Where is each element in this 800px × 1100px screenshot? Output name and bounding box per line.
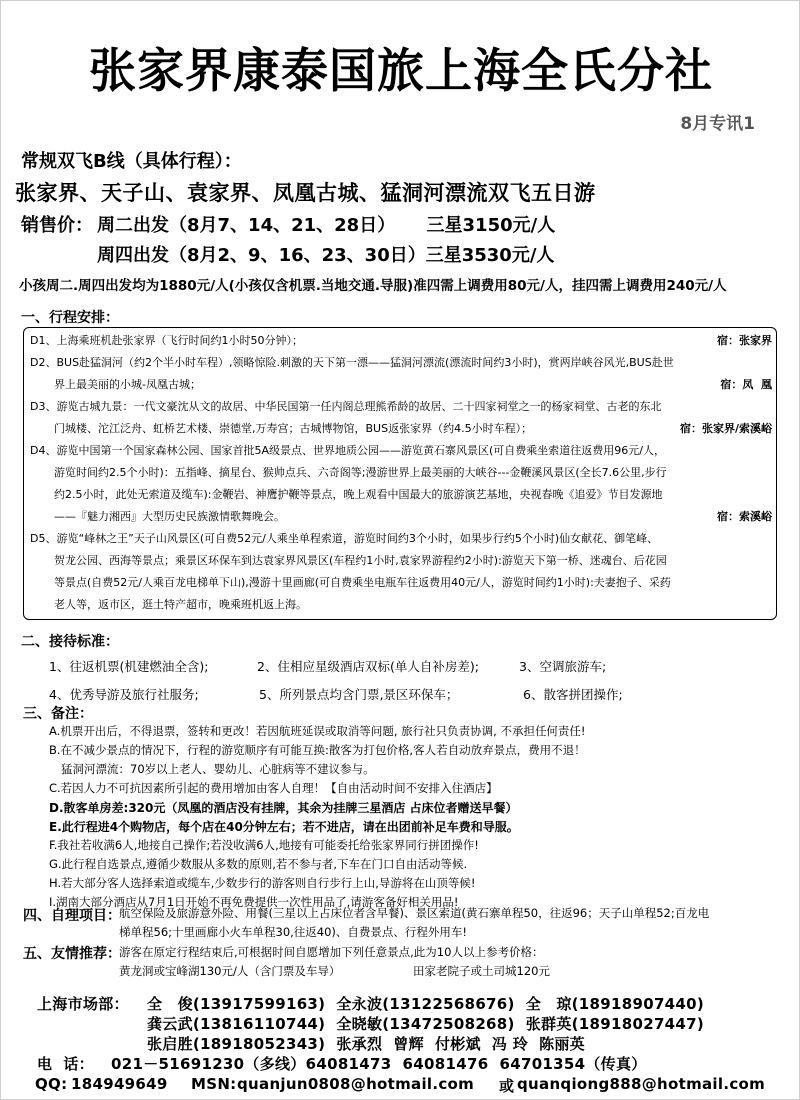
itinerary-line: D3、游览古城九景：一代文豪沈从文的故居、中华民国第一任内阁总理熊希龄的故居、二十四家祠堂之一的杨家祠堂、古老的东北 <box>30 400 662 413</box>
self-pay-line: 梯单程56;十里画廊小火车单程30,往返40)、自费景点、行程外用车! <box>119 925 468 939</box>
lodging-d4: 宿：索溪峪 <box>717 510 772 523</box>
note-line: B.在不减少景点的情况下，行程的游览顺序有可能互换:散客为打包价格,客人若自动放弃景点，费用不退！ <box>49 743 586 757</box>
qq-label: QQ: <box>35 1075 68 1093</box>
reception-item: 1、往返机票(机建燃油全含); <box>49 659 209 674</box>
note-line: D.散客单房差:320元（凤凰的酒店没有挂牌，其余为挂牌三星酒店 占床位者赠送早餐） <box>49 801 518 815</box>
itinerary-line: 贺龙公园、西海等景点；乘景区环保车到达袁家界风景区(车程约1小时,袁家界游程约2小时):游览天下第一桥、迷魂台、后花园 <box>54 554 667 567</box>
note-line: H.若大部分客人选择索道或缆车,少数步行的游客则自行步行上山,导游将在山顶等候! <box>49 876 476 890</box>
lodging-d2: 宿：凤 凰 <box>720 378 772 391</box>
child-price-note: 小孩周二.周四出发均为1880元/人(小孩仅含机票.当地交通.导服)准四需上调费用80元/人，挂四需上调费用240元/人 <box>19 278 727 294</box>
lodging-d3: 宿：张家界/索溪峪 <box>679 422 772 435</box>
recommend-line: 游客在原定行程结束后,可根据时间自愿增加下列任意景点,此为10人以上参考价格： <box>119 945 544 959</box>
reception-item: 4、优秀导游及旅行社服务; <box>49 687 199 702</box>
itinerary-line: 门城楼、沱江泛舟、虹桥艺术楼、崇德堂,万寿宫；古城博物馆，BUS返张家界（约4.5小时车程）； <box>54 422 533 435</box>
page-title: 张家界康泰国旅上海全氏分社 <box>89 44 713 99</box>
issue-label: 8月专讯1 <box>680 114 755 134</box>
itinerary-line: D2、BUS赴猛洞河（约2个半小时车程）,领略惊险.刺激的天下第一漂——猛洞河漂流(漂流时间约3小时)，赏两岸峡谷风光,BUS赴世 <box>30 356 674 369</box>
itinerary-line: D1、上海乘班机赴张家界（飞行时间约1小时50分钟）； <box>30 334 303 347</box>
alt-email[interactable]: quanqiong888@hotmail.com <box>517 1075 766 1093</box>
or-label: 或 <box>499 1077 515 1095</box>
recommend-item: 田家老院子或土司城120元 <box>413 964 550 978</box>
price-thursday: 周四出发（8月2、9、16、23、30日）三星3530元/人 <box>97 245 555 266</box>
recommend-item: 黄龙洞或宝峰湖130元/人（含门票及车导） <box>119 964 341 978</box>
note-line: G.此行程自选景点,遵循少数服从多数的原则,若不参与者,下车在门口自由活动等候. <box>49 857 468 871</box>
msn-label: MSN: <box>191 1075 237 1093</box>
reception-heading: 二、接待标准： <box>21 634 119 650</box>
contacts-row: 全 俊(13917599163) 全永波(13122568676) 全 琼(18918907440) <box>147 995 705 1013</box>
itinerary-box <box>23 327 777 620</box>
itinerary-line: D5、游览“峰林之王”天子山风景区(可自费52元/人乘坐单程索道，游览时间约3个小时，如果步行约5个小时)仙女献花、御笔峰、 <box>30 532 659 545</box>
recommend-heading: 五、友情推荐： <box>23 946 121 962</box>
note-line: E.此行程进4个购物店，每个店在40分钟左右；若不进店，请在出团前补足车费和导服。 <box>49 820 519 834</box>
phone-numbers: 021－51691230（多线）64081473 64081476 64701354（传真） <box>111 1055 647 1073</box>
qq-number: 184949649 <box>71 1075 168 1093</box>
note-line: C.若因人力不可抗因素所引起的费用增加由客人自理！【自由活动时间不安排入住酒店】 <box>49 781 498 795</box>
itinerary-line: 游览时间约2.5个小时)：五指峰、摘星台、猴帅点兵、六奇阁等;漫游世界上最美丽的大峡谷---金鞭溪风景区(全长7.6公里,步行 <box>54 466 667 479</box>
reception-item: 3、空调旅游车; <box>519 659 607 674</box>
route-subtitle: 常规双飞B线（具体行程）： <box>21 151 242 172</box>
note-line: I.湖南大部分酒店从7月1日开始不再免费提供一次性用品了,请游客备好相关用品! <box>49 895 459 909</box>
contacts-label: 上海市场部： <box>37 995 129 1013</box>
note-line: F.我社若收满6人,地接自己操作;若没收满6人,地接有可能委托给张家界同行拼团操作! <box>49 838 479 852</box>
itinerary-line: 界上最美丽的小城-凤凰古城； <box>54 378 201 391</box>
itinerary-line: 等景点(自费52元/人乘百龙电梯单下山),漫游十里画廊(可自费乘坐电瓶车往返费用40元/人，游览时间约1小时):夫妻抱子、采药 <box>54 576 671 589</box>
reception-item: 6、散客拼团操作; <box>523 687 623 702</box>
notes-heading: 三、备注： <box>23 706 93 722</box>
reception-item: 5、所列景点均含门票,景区环保车； <box>259 687 459 702</box>
price-tuesday: 周二出发（8月7、14、21、28日） 三星3150元/人 <box>97 215 556 236</box>
phone-label: 电 话： <box>37 1055 94 1073</box>
lodging-d1: 宿：张家界 <box>717 334 772 347</box>
price-label: 销售价： <box>21 215 93 236</box>
itinerary-line: ——『魅力湘西』大型历史民族激情歌舞晚会。 <box>54 510 285 523</box>
self-pay-heading: 四、自理项目： <box>23 908 121 924</box>
itinerary-heading: 一、行程安排： <box>21 310 119 326</box>
note-line: A.机票开出后，不得退票，签转和更改！若因航班延误或取消等问题, 旅行社只负责协调, 不承担任何责任! <box>49 724 586 738</box>
itinerary-line: 老人等，返市区，逛土特产超市，晚乘班机返上海。 <box>54 598 307 611</box>
route-name: 张家界、天子山、袁家界、凤凰古城、猛洞河漂流双飞五日游 <box>15 181 596 205</box>
itinerary-line: 约2.5小时，此处无索道及缆车):金鞭岩、神鹰护鞭等景点，晚上观看中国最大的旅游演艺基地，央视春晚《追爱》节目发源地 <box>54 488 663 501</box>
reception-item: 2、住相应星级酒店双标(单人自补房差); <box>257 659 479 674</box>
msn-email[interactable]: quanjun0808@hotmail.com <box>237 1075 475 1093</box>
contacts-row: 张启胜(18918052343) 张承烈 曾辉 付彬斌 冯 玲 陈丽英 <box>147 1035 585 1053</box>
note-line: 猛洞河漂流：70岁以上老人、婴幼儿、心脏病等不建议参与。 <box>61 762 375 776</box>
itinerary-line: D4、游览中国第一个国家森林公园、国家首批5A级景点、世界地质公园——游览黄石寨风景区(可自费乘坐索道往返费用96元/人， <box>30 444 665 457</box>
self-pay-line: 航空保险及旅游意外险、用餐(三星以上占床位者含早餐)、景区索道(黄石寨单程50，往返96；天子山单程52;百龙电 <box>119 906 710 920</box>
contacts-row: 龚云武(13816110744) 全晓敏(13472508268) 张群英(18918027447) <box>147 1015 705 1033</box>
